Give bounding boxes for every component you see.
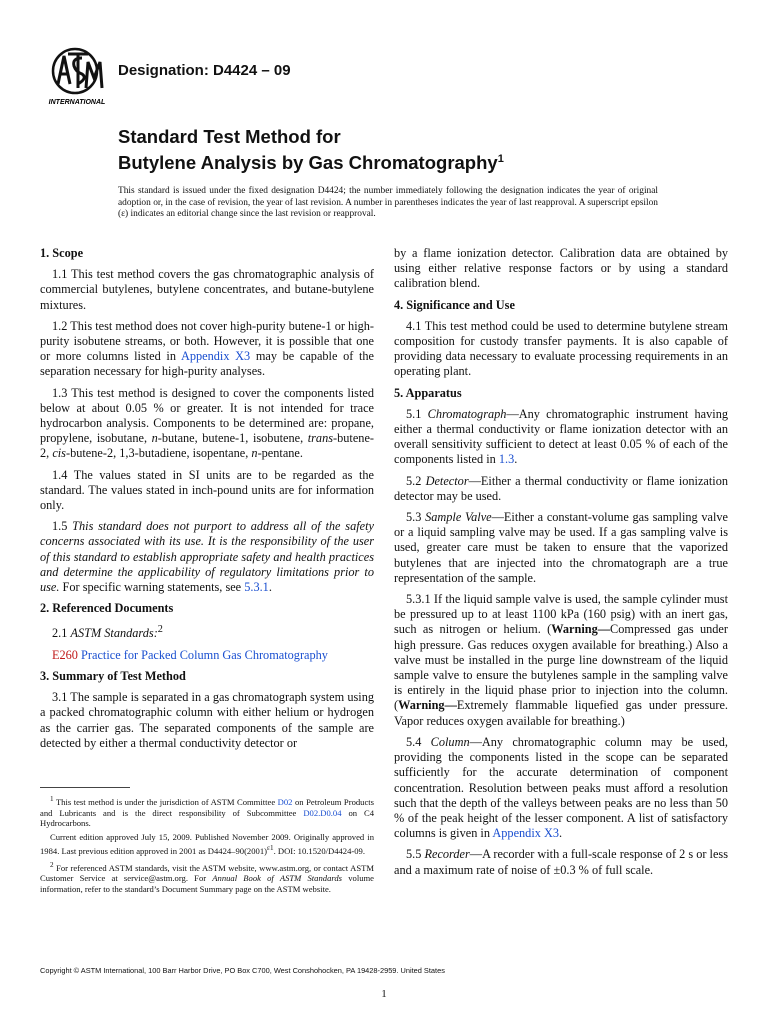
title-footnote-ref[interactable]: 1 <box>497 153 504 165</box>
para-5-3: 5.3 Sample Valve—Either a constant-volume gas sampling valve or a liquid sampling valve may be used. If a gas sampling valve is used, greater care must be taken to ensure that the vaporized butylenes that are injected into the chromatograph are a true representation of the sample. <box>394 510 728 585</box>
right-column <box>394 246 728 884</box>
para-5-2: 5.2 Detector—Either a thermal conductivity or flame ionization detector may be used. <box>394 473 729 503</box>
footnote-1-edition: Current edition approved July 15, 2009. Published November 2009. Originally approved in 1984. Last previous edition approved in 2001 as $D4424-90(2001)^{\varepsilon 1}$. DOI: 10.1520/D4424-09. <box>40 832 374 856</box>
para-3-1-continued: by a flame ionization detector. Calibration data are obtained by using either relative response factors or by using a standard calibration blend. <box>394 246 728 291</box>
para-5-4: 5.4 Column—Any chromatographic column may be used, providing the components listed in the scope can be separated sufficiently for the accurate determination of component concentration. Resolution between peaks must afford a resolution such that the depth of the valleys between peaks are no less than 50 % of the peak height of the lesser component. A list of satisfactory columns is given in Appendix X3. <box>394 734 729 841</box>
para-1-1: 1.1 This test method covers the gas chromatographic analysis of commercial butylenes, butylene concentrates, and butane-butylene mixtures. <box>40 267 374 312</box>
footnote-divider <box>40 787 130 788</box>
link-e260-title[interactable]: Practice for Packed Column Gas Chromatography <box>81 647 328 662</box>
link-appendix-x3[interactable]: Appendix X3 <box>180 349 251 364</box>
section-heading-significance: 4. Significance and Use <box>394 297 515 312</box>
para-1-4: 1.4 The values stated in SI units are to be regarded as the standard. The values stated in inch-pound units are for information only. <box>40 467 374 513</box>
para-1-2: 1.2 This test method does not cover high-purity butene-1 or high-purity isobutene streams, or both. However, it is possible that one or more columns listed in Appendix X3 may be capable of the separation necessary for high-purity analyses. <box>40 318 374 379</box>
issuance-notice: This standard is issued under the fixed designation D4424; the number immediately following the designation indicates the year of original adoption or, in the case of revision, the year of last revision. A number in parentheses indicates the year of last reapproval. A superscript epsilon (ε) indicates an editorial change since the last revision or reapproval. <box>118 186 658 220</box>
para-1-3: 1.3 This test method is designed to cover the components listed below at about 0.05 % or greater. It is not intended for trace hydrocarbon analysis. Components to be determined are: propane, propylene, isobutane, n-butane, butene-1, isobutene, trans-butene-2, cis-butene-2, 1,3-butadiene, isopentane, n-pentane. <box>40 385 374 461</box>
para-4-1: 4.1 This test method could be used to determine butylene stream composition for custody transfer payments. It is also capable of providing data necessary to evaluate processing requirements in an operating plant. <box>394 318 728 379</box>
ref-e260 <box>40 648 374 663</box>
svg-text:INTERNATIONAL: INTERNATIONAL <box>48 99 106 106</box>
page-number: 1 <box>381 988 387 1000</box>
footnotes <box>40 794 374 898</box>
section-heading-apparatus: 5. Apparatus <box>394 385 462 400</box>
document-title <box>118 126 504 174</box>
copyright-notice: Copyright © ASTM International, 100 Barr Harbor Drive, PO Box C700, West Conshohocken, PA 19428-2959. United States <box>40 966 445 975</box>
footnote-2: $^2$ For referenced ASTM standards, visit the ASTM website, www.astm.org, or contact ASTM Customer Service at service@astm.org. For Annual Book of ASTM Standards volume information, refer to the standard’s Document Summary page on the ASTM website. <box>40 860 374 895</box>
link-d02[interactable]: D02 <box>277 796 293 807</box>
left-column <box>40 246 374 757</box>
title-line-2: Butylene Analysis by Gas Chromatography$^1$ <box>118 152 504 174</box>
link-d02-d0-04[interactable]: D02.D0.04 <box>303 807 342 818</box>
section-heading-scope: 1. Scope <box>40 246 84 260</box>
link-e260[interactable]: E260 <box>52 647 78 662</box>
para-5-5: 5.5 Recorder—A recorder with a full-scale response of 2 s or less and a maximum rate of noise of ±0.3 % of full scale. <box>394 847 728 877</box>
section-heading-summary: 3. Summary of Test Method <box>40 668 186 683</box>
para-1-5: 1.5 This standard does not purport to address all of the safety concerns associated with its use. It is the responsibility of the user of this standard to establish appropriate safety and health practices and determine the applicability of regulatory limitations prior to use. For specific warning statements, see 5.3.1. <box>40 519 374 595</box>
section-heading-referenced-documents: 2. Referenced Documents <box>40 601 174 616</box>
para-5-3-1: 5.3.1 If the liquid sample valve is used, the sample cylinder must be pressured up to at least 1100 kPa (160 psig) with an inert gas, such as nitrogen or helium. (Warning—Compressed gas under high pressure. Gas reduces oxygen available for breathing.) Also a valve must be installed in the purge line downstream of the liquid sample valve to ensure the butylenes sample in the sampling valve is entirely in the liquid phase prior to injection into the column. (Warning—Extremely flammable liquefied gas under pressure. Vapor reduces oxygen available for breathing.) <box>394 592 728 728</box>
astm-logo <box>44 44 110 106</box>
para-3-1: 3.1 The sample is separated in a gas chromatograph system using a packed chromatographic column with either helium or hydrogen as the carrier gas. The separated components of the sample are detected by either a thermal conductivity detector or <box>40 690 374 750</box>
title-line-1: Standard Test Method for <box>118 126 341 147</box>
para-5-1: 5.1 Chromatograph—Any chromatographic instrument having either a thermal conductivity or flame ionization detector with an overall sensitivity sufficient to detect at least 0.05 % of each of the components listed in 1.3. <box>394 406 729 467</box>
designation: Designation: D4424 – 09 <box>118 62 291 79</box>
footnote-1: $^1$ This test method is under the jurisdiction of ASTM Committee D02 on Petroleum Products and Lubricants and is the direct responsibility of Subcommittee D02.D0.04 on C4 Hydrocarbons. <box>40 795 375 829</box>
link-appendix-x3-2[interactable]: Appendix X3 <box>492 826 559 841</box>
link-1-3[interactable]: 1.3 <box>498 452 515 467</box>
link-5-3-1[interactable]: 5.3.1 <box>244 580 269 595</box>
para-2-1: 2.1 ASTM Standards:$^2$ <box>52 624 163 641</box>
